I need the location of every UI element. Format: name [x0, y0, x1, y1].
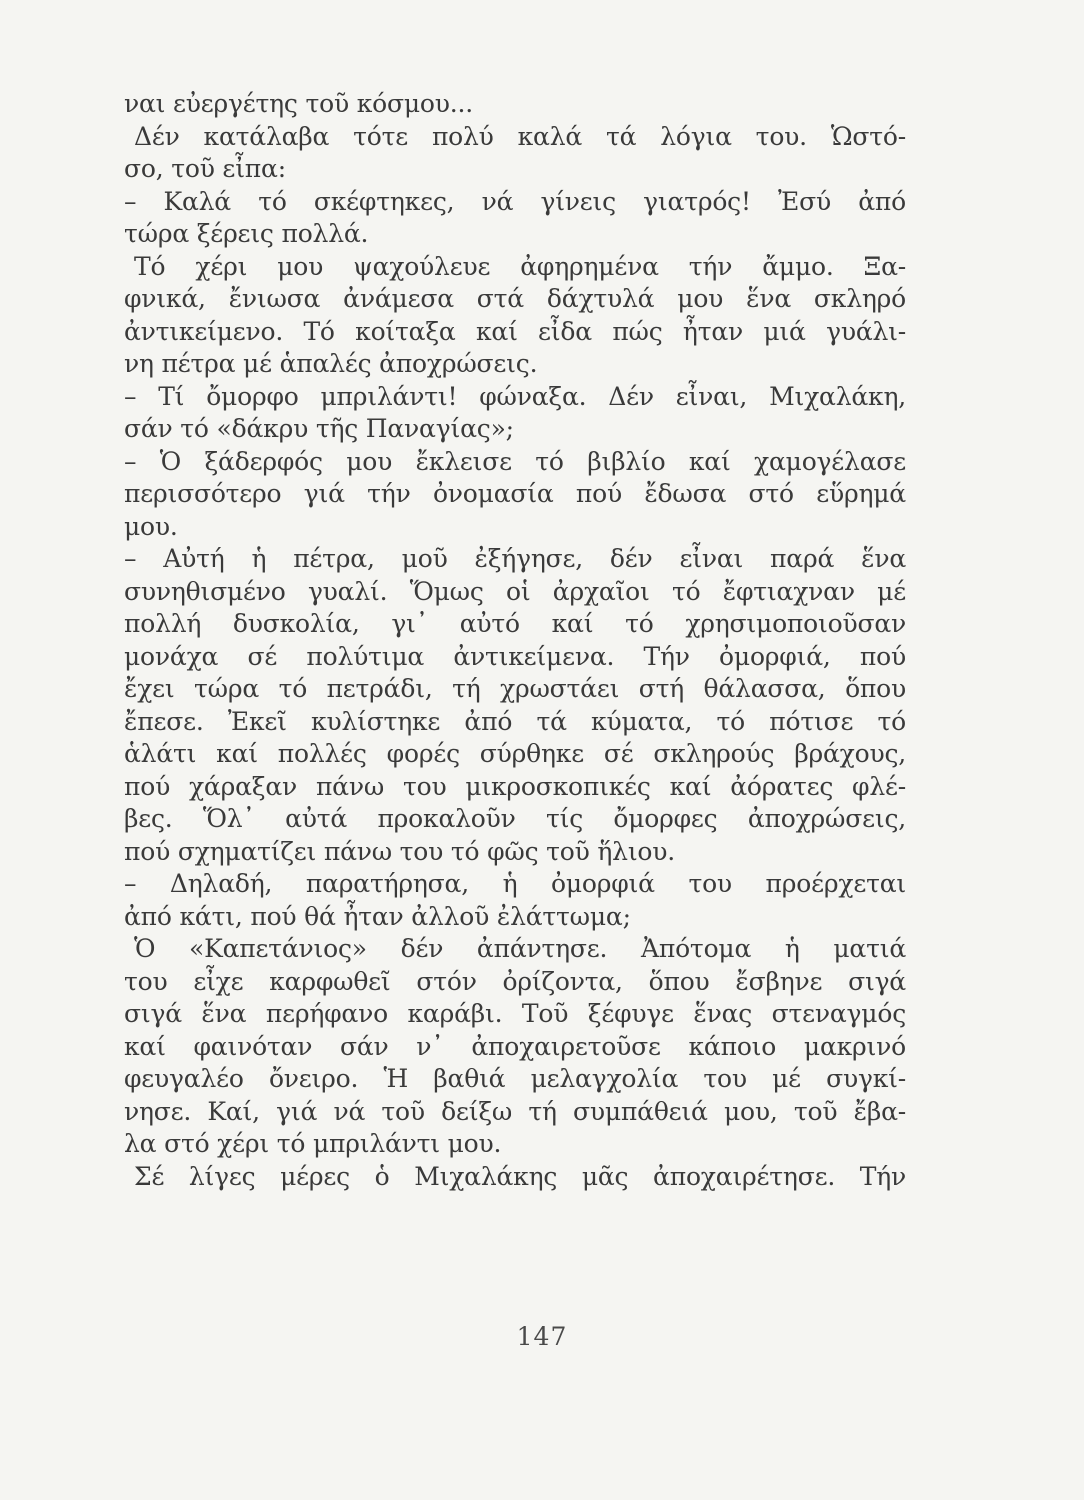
text-line: ἔχει τώρα τό πετράδι, τή χρωστάει στή θάλασσα, ὅπου: [124, 674, 906, 703]
body-text: [124, 88, 906, 1193]
text-line: λα στό χέρι τό μπριλάντι μου.: [124, 1129, 502, 1158]
text-line: Τό χέρι μου ψαχούλευε ἀφηρημένα τήν ἄμμο. Ξα-: [134, 251, 906, 281]
text-line: – Τί ὄμορφο μπριλάντι! φώναξα. Δέν εἶναι, Μιχαλάκη,: [124, 381, 906, 411]
text-line: μονάχα σέ πολύτιμα ἀντικείμενα. Τήν ὀμορφιά, πού: [124, 641, 906, 671]
text-line: – Δηλαδή, παρατήρησα, ἡ ὀμορφιά του προέρχεται: [124, 869, 906, 898]
text-line: του εἶχε καρφωθεῖ στόν ὀρίζοντα, ὅπου ἔσβηνε σιγά: [124, 966, 906, 996]
text-line: νη πέτρα μέ ἁπαλές ἀποχρώσεις.: [124, 349, 538, 378]
text-line: βες. Ὅλ᾿ αὐτά προκαλοῦν τίς ὄμορφες ἀποχρώσεις,: [124, 804, 906, 833]
text-line: μου.: [124, 511, 178, 541]
text-line: πού χάραξαν πάνω του μικροσκοπικές καί ἀόρατες φλέ-: [124, 771, 906, 801]
page-number: 147: [516, 1322, 568, 1351]
text-line: – Ὁ ξάδερφός μου ἔκλεισε τό βιβλίο καί χαμογέλασε: [124, 446, 906, 476]
text-line: πολλή δυσκολία, γι᾿ αὐτό καί τό χρησιμοποιοῦσαν: [124, 609, 906, 638]
text-line: συνηθισμένο γυαλί. Ὅμως οἱ ἀρχαῖοι τό ἔφτιαχναν μέ: [124, 576, 906, 606]
text-line: φευγαλέο ὄνειρο. Ἡ βαθιά μελαγχολία του μέ συγκί-: [124, 1064, 906, 1093]
text-line: φνικά, ἔνιωσα ἀνάμεσα στά δάχτυλά μου ἕνα σκληρό: [124, 284, 906, 313]
text-line: ἀντικείμενο. Τό κοίταξα καί εἶδα πώς ἦταν μιά γυάλι-: [124, 316, 906, 346]
text-line: πού σχηματίζει πάνω του τό φῶς τοῦ ἥλιου.: [124, 836, 676, 866]
text-line: – Καλά τό σκέφτηκες, νά γίνεις γιατρός! Ἐσύ ἀπό: [124, 186, 906, 216]
text-line: σο, τοῦ εἶπα:: [124, 154, 286, 183]
text-line: νησε. Καί, γιά νά τοῦ δείξω τή συμπάθειά μου, τοῦ ἔβα-: [124, 1096, 906, 1126]
text-line: – Αὐτή ἡ πέτρα, μοῦ ἐξήγησε, δέν εἶναι παρά ἕνα: [124, 544, 906, 573]
text-line: ναι εὐεργέτης τοῦ κόσμου...: [124, 89, 473, 118]
text-line: Σέ λίγες μέρες ὁ Μιχαλάκης μᾶς ἀποχαιρέτησε. Τήν: [134, 1161, 906, 1191]
text-line: περισσότερο γιά τήν ὀνομασία πού ἔδωσα στό εὕρημά: [124, 479, 906, 508]
text-line: ἔπεσε. Ἐκεῖ κυλίστηκε ἀπό τά κύματα, τό πότισε τό: [124, 706, 906, 736]
text-line: σιγά ἕνα περήφανο καράβι. Τοῦ ξέφυγε ἕνας στεναγμός: [124, 999, 906, 1028]
text-line: Δέν κατάλαβα τότε πολύ καλά τά λόγια του. Ὡστό-: [134, 121, 906, 151]
text-line: ἁλάτι καί πολλές φορές σύρθηκε σέ σκληρούς βράχους,: [124, 739, 906, 768]
text-line: τώρα ξέρεις πολλά.: [124, 219, 369, 248]
text-line: καί φαινόταν σάν ν᾿ ἀποχαιρετοῦσε κάποιο μακρινό: [124, 1031, 906, 1061]
text-line: σάν τό «δάκρυ τῆς Παναγίας»;: [124, 414, 514, 443]
text-line: Ὁ «Καπετάνιος» δέν ἀπάντησε. Ἀπότομα ἡ ματιά: [134, 934, 906, 963]
text-line: ἀπό κάτι, πού θά ἦταν ἀλλοῦ ἐλάττωμα;: [124, 901, 631, 931]
